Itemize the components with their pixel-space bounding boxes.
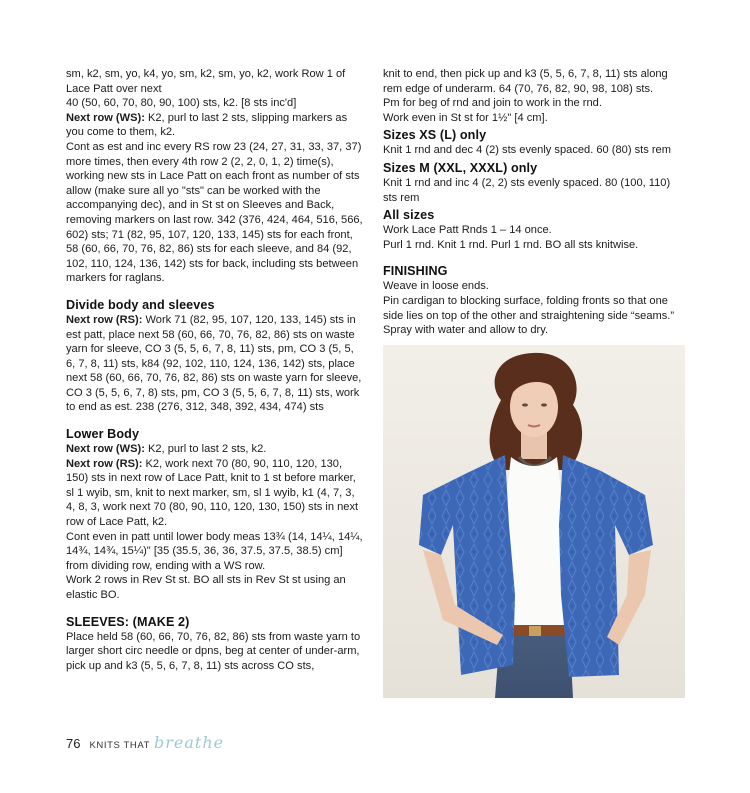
model-cardigan-photo (383, 345, 685, 698)
right-column (383, 67, 687, 338)
lower-work-paragraph: Work 2 rows in Rev St st. BO all sts in Rev St st using an elastic BO. (66, 574, 346, 601)
divide-heading: Divide body and sleeves (66, 297, 215, 312)
all-sizes-line-2: Purl 1 rnd. Knit 1 rnd. Purl 1 rnd. BO all sts knitwise. (383, 238, 639, 251)
ws-row-paragraph (66, 111, 366, 140)
sleeves-heading: SLEEVES: (MAKE 2) (66, 614, 190, 629)
page-footer (66, 733, 224, 753)
finishing-heading: FINISHING (383, 264, 448, 279)
left-column (66, 67, 366, 673)
ws-row-lead: Next row (WS): (66, 111, 145, 124)
sleeves-paragraph: Place held 58 (60, 66, 70, 76, 82, 86) sts from waste yarn to larger short circ needle or dpns, beg at center of under-arm, pick up and k3 (5, 5, 6, 7, 8, 11) sts across CO sts, (66, 630, 361, 672)
lower-rs-text: K2, work next 70 (80, 90, 110, 120, 130, 150) sts in next row of Lace Patt, knit to 1 st before marker, sl 1 wyib, sm, knit to next marker, sm, sl 1 wyib, k1 (4, 7, 3, 4, 8, 3, work next 70 (80, 90, 110, 120, 130, 150) sts in next row of Lace Patt, k2. (66, 457, 359, 529)
ws-row-text: K2, purl to last 2 sts, slipping markers as you come to them, k2. (66, 111, 348, 139)
pm-paragraph: Pm for beg of rnd and join to work in the rnd. (383, 97, 602, 110)
page-number: 76 (66, 736, 81, 751)
work-even-paragraph: Work even in St st for 1½" [4 cm]. (383, 111, 548, 124)
finishing-line-1: Weave in loose ends. (383, 280, 489, 293)
sizes-xs-heading: Sizes XS (L) only (383, 128, 487, 143)
lower-cont-paragraph: Cont even in patt until lower body meas 13¾ (14, 14¼, 14¼, 14¾, 14¾, 15¼)" [35 (35.5, 36, 36, 37.5, 37.5, 38.5) cm] from dividing row, ending with a WS row. (66, 530, 363, 572)
lower-ws-lead: Next row (WS): (66, 443, 145, 456)
divide-lead: Next row (RS): (66, 313, 143, 326)
finishing-line-2: Pin cardigan to blocking surface, folding fronts so that one side lies on top of the other and straightening side “seams.” Spray with water and allow to dry. (383, 294, 675, 337)
increase-paragraph: Cont as est and inc every RS row 23 (24, 27, 31, 33, 37, 37) more times, then every 4th row 2 (2, 2, 0, 1, 2) time(s), working new sts in Lace Patt on each front as number of sts allow (make sure all yo "sts" can be worked with the accompanying dec), and in St st on Sleeves and Back, removing markers on last row. 342 (376, 424, 464, 516, 566, 602) sts; 71 (82, 95, 107, 120, 133, 145) sts for each front, 58 (60, 66, 70, 76, 82, 86) sts for each sleeve, and 84 (92, 102, 110, 124, 136, 142) sts for back, including sts between markers for raglans. (66, 140, 363, 285)
all-sizes-line-1: Work Lace Patt Rnds 1 – 14 once. (383, 224, 552, 237)
sizes-xs-text: Knit 1 rnd and dec 4 (2) sts evenly spaced. 60 (80) sts rem (383, 144, 671, 157)
all-sizes-heading: All sizes (383, 208, 435, 223)
lower-ws-text: K2, purl to last 2 sts, k2. (144, 443, 267, 456)
lower-rs-lead: Next row (RS): (66, 457, 143, 470)
divide-paragraph (66, 313, 366, 415)
lower-body-heading: Lower Body (66, 427, 140, 442)
lower-ws-paragraph (66, 442, 366, 457)
intro-line-1: sm, k2, sm, yo, k4, yo, sm, k2, sm, yo, k2, work Row 1 of Lace Patt over next (66, 68, 346, 95)
sizes-m-heading: Sizes M (XXL, XXXL) only (383, 160, 538, 175)
book-title-script: breathe (154, 733, 225, 752)
sleeve-cont-paragraph: knit to end, then pick up and k3 (5, 5, 6, 7, 8, 11) sts along rem edge of underarm. 64 (70, 76, 82, 90, 98, 108) sts. (383, 68, 668, 95)
intro-line-2: 40 (50, 60, 70, 80, 90, 100) sts, k2. [8 sts inc'd] (66, 97, 297, 110)
book-title: KNITS THAT (89, 740, 151, 751)
lower-rs-paragraph (66, 457, 366, 530)
divide-text: Work 71 (82, 95, 107, 120, 133, 145) sts in est patt, place next 58 (60, 66, 70, 76, 82, 86) sts on waste yarn for sleeve, CO 3 (5, 5, 6, 7, 8, 11) sts, pm, CO 3 (5, 5, 6, 7, 8, 11) sts, k84 (92, 102, 110, 124, 136, 142) sts, place next 58 (60, 66, 70, 76, 82, 86) sts on waste yarn for sleeve, CO 3 (5, 5, 6, 7, 8) sts, pm, CO 3 (5, 5, 6, 7, 8, 11) sts, work to end as est. 238 (276, 312, 348, 392, 434, 474) sts (66, 313, 362, 414)
sizes-m-text: Knit 1 rnd and inc 4 (2, 2) sts evenly spaced. 80 (100, 110) sts rem (383, 176, 671, 204)
